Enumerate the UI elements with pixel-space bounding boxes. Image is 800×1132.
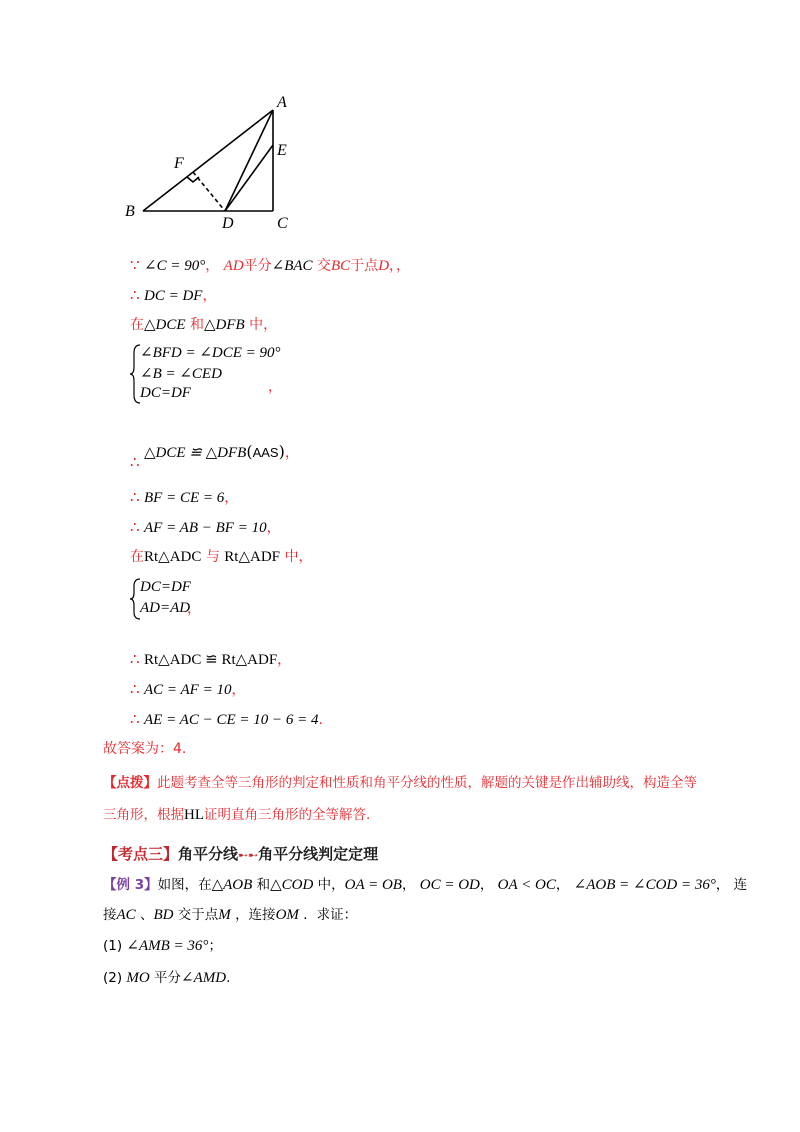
example-line-2: 接AC 、BD 交于点M ，连接OM ．求证： xyxy=(103,907,358,923)
solution-line-2: ∴ DC = DF， xyxy=(130,286,217,304)
section-tag: 【考点三】 xyxy=(103,845,179,863)
label-F: F xyxy=(174,155,184,172)
solution-line-1: ∵ ∠C = 90°， AD平分∠BAC 交BC于点D，， xyxy=(130,256,411,274)
hint-tag: 【点拨】 xyxy=(103,775,157,791)
question-1: (1) ∠AMB = 36°； xyxy=(103,938,222,954)
solution-line-4: ∴ △DCE ≌ △DFB(AAS)， xyxy=(130,442,299,471)
equation-system-1: ∠BFD = ∠DCE = 90° ∠B = ∠CED DC=DF xyxy=(130,343,330,405)
label-C: C xyxy=(277,215,288,232)
label-A: A xyxy=(277,94,287,111)
label-B: B xyxy=(125,203,135,220)
solution-line-8: ∴ Rt△ADC ≌ Rt△ADF， xyxy=(130,650,292,668)
arrows-icon: ➸➸ xyxy=(238,848,259,862)
solution-line-10: ∴ AE = AC − CE = 10 − 6 = 4. xyxy=(130,710,323,728)
comment-line-1: 【点拨】此题考查全等三角形的判定和性质和角平分线的性质，解题的关键是作出辅助线，构造全等 xyxy=(103,775,697,791)
because-symbol: ∵ xyxy=(130,256,140,274)
equation-system-2: DC=DF AD=AD xyxy=(130,577,280,621)
solution-line-6: ∴ AF = AB − BF = 10， xyxy=(130,518,281,536)
label-D: D xyxy=(222,215,234,232)
question-2: (2) MO 平分∠AMD. xyxy=(103,970,231,986)
comment-line-2: 三角形，根据HL证明直角三角形的全等解答. xyxy=(103,807,371,823)
label-E: E xyxy=(277,142,287,159)
solution-line-3: 在△DCE 和△DFB 中， xyxy=(130,317,278,333)
solution-line-7: 在Rt△ADC 与 Rt△ADF 中， xyxy=(130,549,313,565)
solution-line-9: ∴ AC = AF = 10， xyxy=(130,680,246,698)
condition-angle-c: ∠C = 90° xyxy=(144,258,206,274)
example-line-1: 【例 3】如图，在△AOB 和△COD 中，OA = OB， OC = OD， OA < OC， ∠AOB = ∠COD = 36°， 连 xyxy=(103,877,748,893)
segment-BA xyxy=(143,110,273,211)
solution-line-5: ∴ BF = CE = 6， xyxy=(130,488,239,506)
triangle-figure xyxy=(0,0,800,240)
example-tag: 【例 3】 xyxy=(103,877,158,893)
answer-line: 故答案为：4. xyxy=(103,741,187,757)
segment-AD xyxy=(225,110,273,211)
section-header: 【考点三】角平分线➸➸角平分线判定定理 xyxy=(103,845,379,863)
right-angle-mark xyxy=(187,177,199,182)
segment-DE xyxy=(225,145,273,211)
